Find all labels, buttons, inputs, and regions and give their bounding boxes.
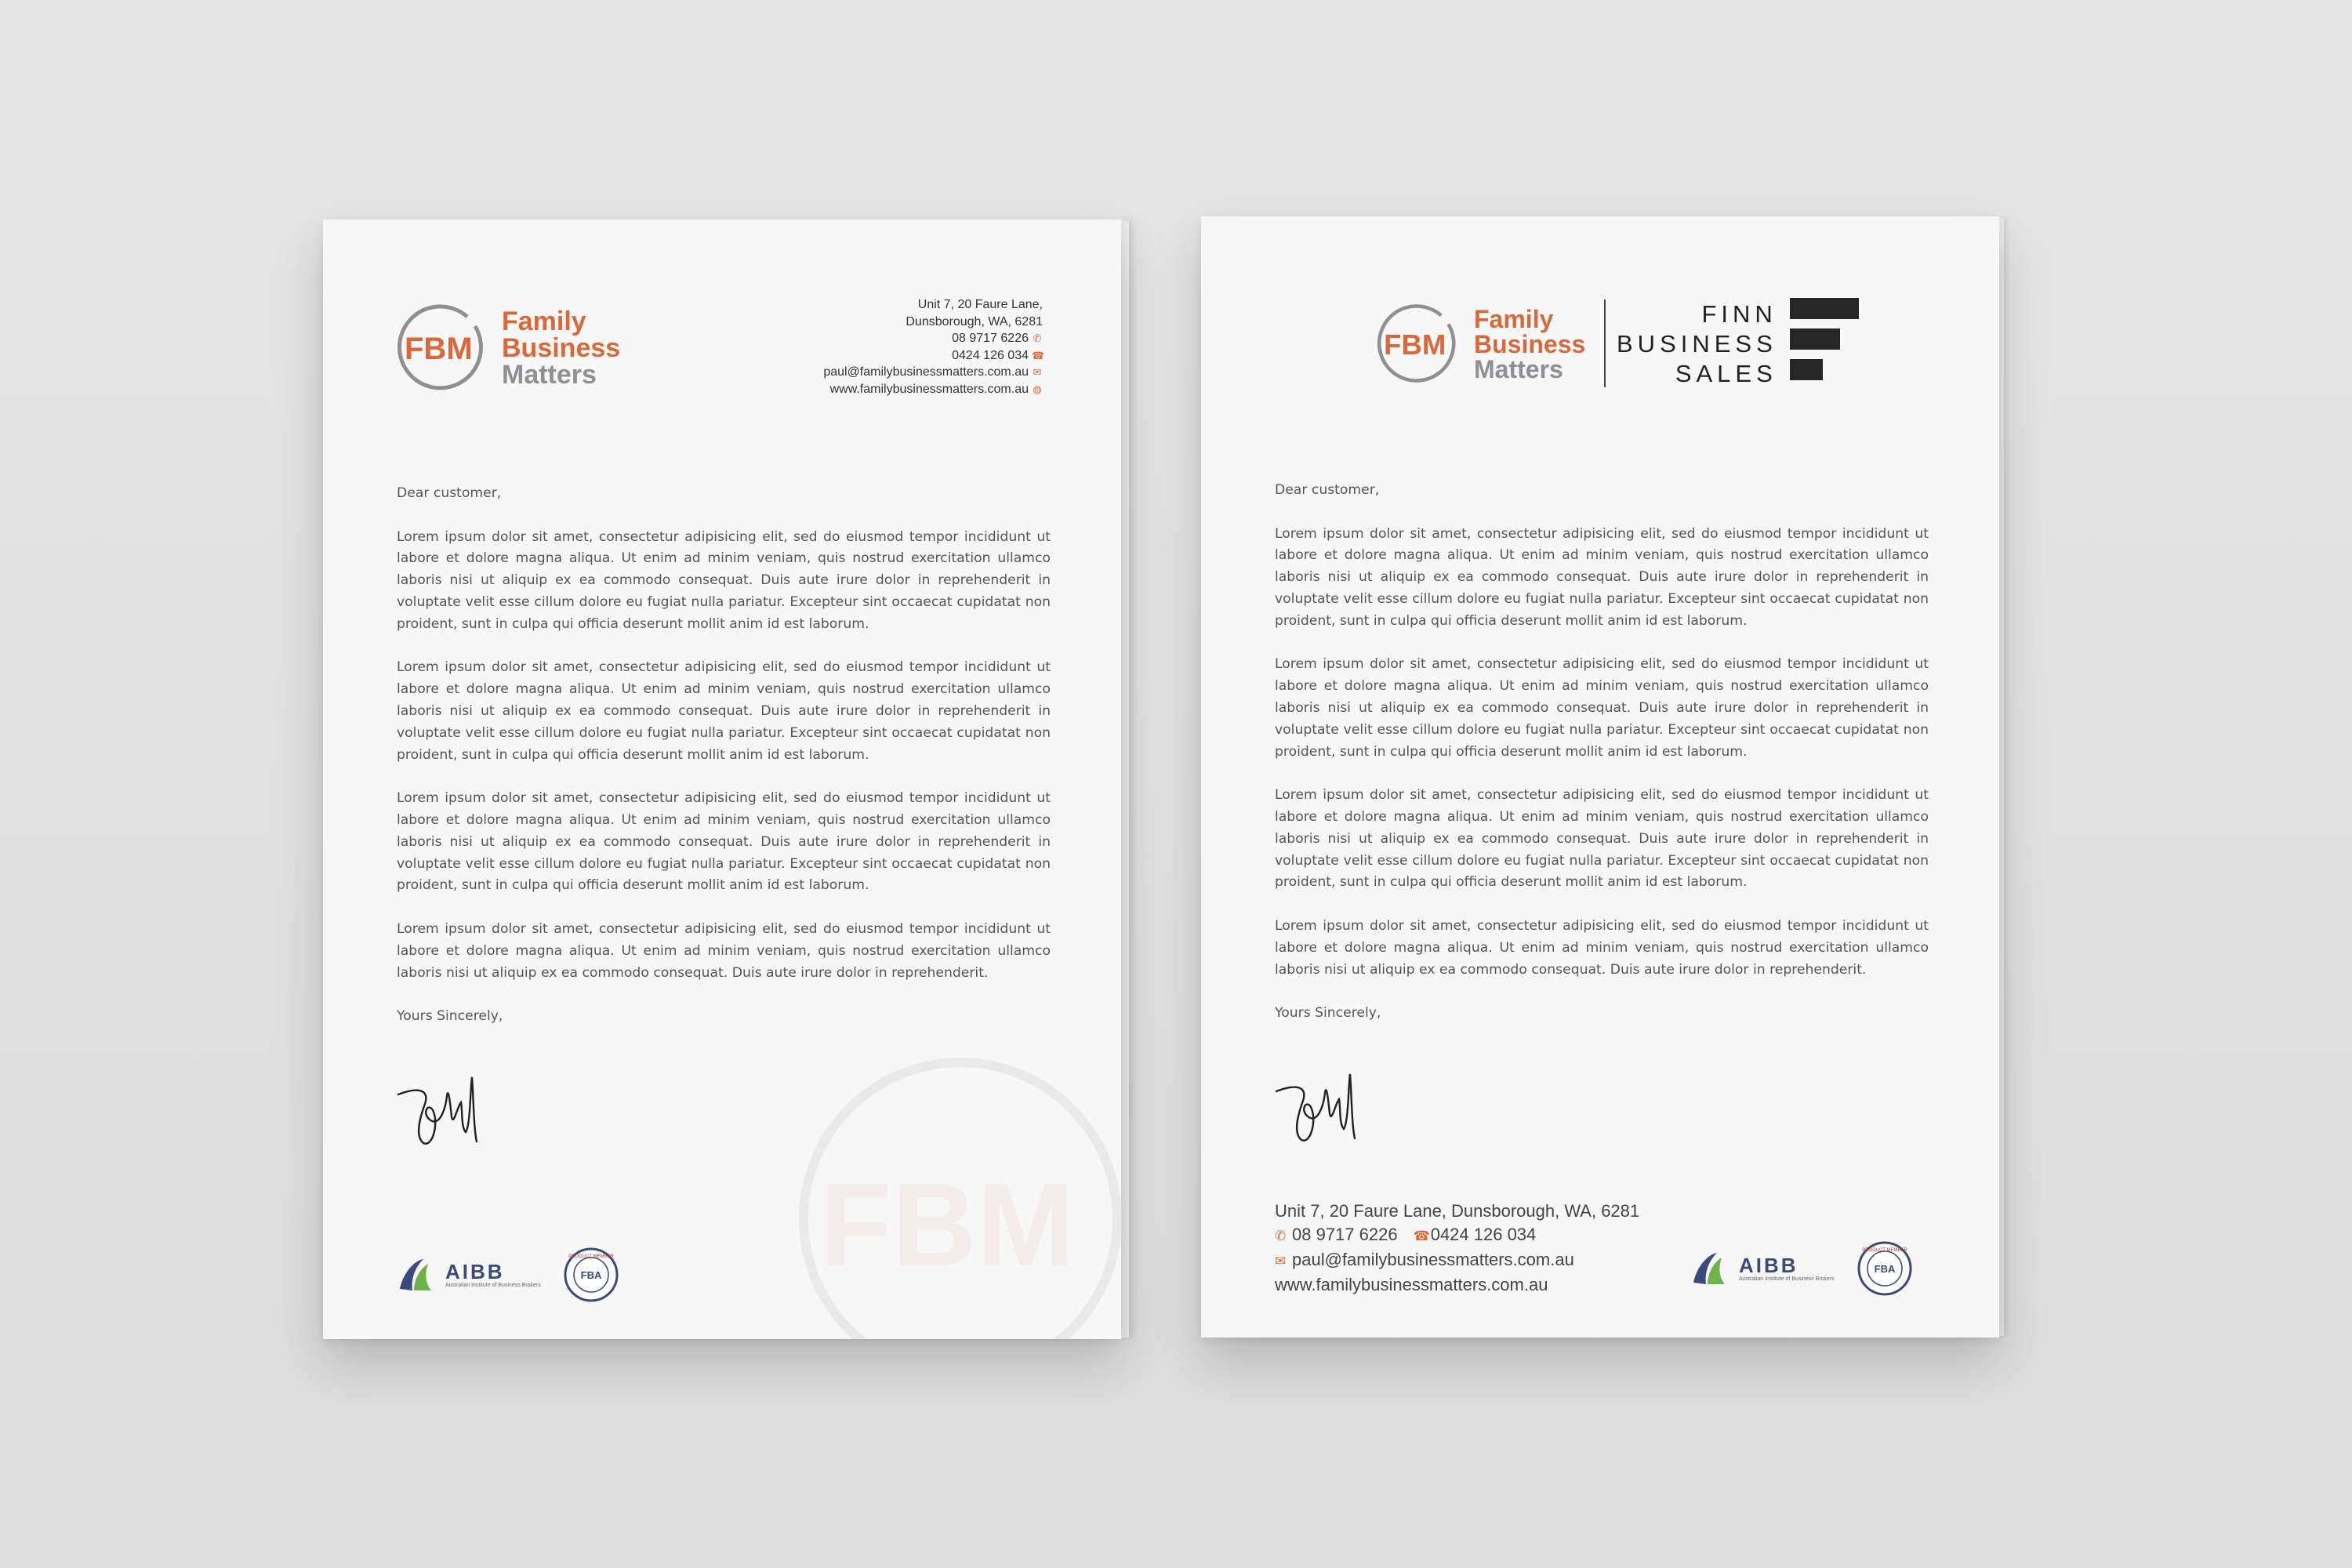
email-icon: ✉ [1275,1254,1287,1269]
logo-word-business: Business [502,333,621,363]
web-row [823,381,1043,398]
logo-word-family: Family [502,307,586,336]
header-contact [823,296,1043,397]
signature-icon [1273,1052,1383,1154]
phone-icon: ✆ [1033,332,1042,344]
aibb-logo [397,1256,541,1294]
phone-text: 08 9717 6226 [952,332,1029,345]
fba-badge-icon [1857,1240,1913,1297]
phone-row [823,330,1043,347]
paragraph-4: Lorem ipsum dolor sit amet, consectetur adipisicing elit, sed do eiusmod tempor incididunt ut labore et dolore magna aliqua. Ut enim ad minim veniam, quis nostrud exercitation ullamco laboris nisi ut aliquip ex ea commodo consequat. Duis aute irure dolor in reprehenderit. [397,920,1051,981]
paragraph-3: Lorem ipsum dolor sit amet, consectetur adipisicing elit, sed do eiusmod tempor incididunt ut labore et dolore magna aliqua. Ut enim ad minim veniam, quis nostrud exercitation ullamco laboris nisi ut aliquip ex ea commodo consequat. Duis aute irure dolor in reprehenderit in voluptate velit esse cillum dolore eu fugiat nulla pariatur. Excepteur sint occaecat cupidatat non proident, sunt in culpa qui officia deserunt mollit anim id est laborum. [397,790,1051,894]
globe-icon: ◍ [1033,383,1042,395]
fbm-logo [397,303,620,394]
logo-word-matters: Matters [1474,355,1563,383]
logo-word-matters: Matters [502,360,597,390]
aibb-wordmark: AIBB [1739,1253,1798,1277]
footer-web: www.familybusinessmatters.com.au [1275,1275,1548,1294]
fbm-mark-icon [1377,303,1460,386]
mobile-row [823,347,1043,365]
closing: Yours Sincerely, [1275,1005,1381,1022]
logo-word-family: Family [1474,305,1554,333]
address-line-2: Dunsborough, WA, 6281 [906,314,1043,328]
fbm-mark-icon [397,303,488,394]
logo-word-business: Business [1474,330,1586,358]
paragraph-1: Lorem ipsum dolor sit amet, consectetur adipisicing elit, sed do eiusmod tempor incididunt ut labore et dolore magna aliqua. Ut enim ad minim veniam, quis nostrud exercitation ullamco laboris nisi ut aliquip ex ea commodo consequat. Duis aute irure dolor in reprehenderit in voluptate velit esse cillum dolore eu fugiat nulla pariatur. Excepteur sint occaecat cupidatat non proident, sunt in culpa qui officia deserunt mollit anim id est laborum. [1275,525,1929,629]
finn-word-sales: SALES [1675,359,1777,387]
letterhead-right [1201,216,1999,1338]
badge-letters: FBA [580,1269,602,1281]
logo-divider [1604,299,1606,387]
aibb-fullname: Australian Institute of Business Brokers [445,1282,541,1288]
paragraph-4: Lorem ipsum dolor sit amet, consectetur adipisicing elit, sed do eiusmod tempor incididunt ut labore et dolore magna aliqua. Ut enim ad minim veniam, quis nostrud exercitation ullamco laboris nisi ut aliquip ex ea commodo consequat. Duis aute irure dolor in reprehenderit. [1275,917,1929,978]
paragraph-2: Lorem ipsum dolor sit amet, consectetur adipisicing elit, sed do eiusmod tempor incididunt ut labore et dolore magna aliqua. Ut enim ad minim veniam, quis nostrud exercitation ullamco laboris nisi ut aliquip ex ea commodo consequat. Duis aute irure dolor in reprehenderit in voluptate velit esse cillum dolore eu fugiat nulla pariatur. Excepteur sint occaecat cupidatat non proident, sunt in culpa qui officia deserunt mollit anim id est laborum. [397,659,1051,763]
email-text: paul@familybusinessmatters.com.au [1292,1250,1574,1269]
fbm-logo [1377,303,1585,386]
fbm-watermark [792,1051,1121,1339]
address-line-1: Unit 7, 20 Faure Lane, [917,298,1043,311]
finn-word-finn: FINN [1701,299,1777,328]
aibb-mark-icon [397,1256,437,1294]
letter-body [1275,480,1929,1047]
paragraph-1: Lorem ipsum dolor sit amet, consectetur adipisicing elit, sed do eiusmod tempor incididunt ut labore et dolore magna aliqua. Ut enim ad minim veniam, quis nostrud exercitation ullamco laboris nisi ut aliquip ex ea commodo consequat. Duis aute irure dolor in reprehenderit in voluptate velit esse cillum dolore eu fugiat nulla pariatur. Excepteur sint occaecat cupidatat non proident, sunt in culpa qui officia deserunt mollit anim id est laborum. [397,528,1051,632]
greeting: Dear customer, [397,485,502,501]
footer-phone-row [1275,1223,1639,1248]
letter-body [397,483,1051,1050]
letterhead-left [323,220,1121,1339]
phone-icon: ✆ [1275,1229,1287,1243]
footer-email-row [1275,1248,1639,1273]
greeting: Dear customer, [1275,482,1380,498]
aibb-mark-icon [1690,1250,1731,1287]
aibb-wordmark: AIBB [445,1259,505,1283]
paper-stack-edge [1121,221,1129,1338]
mobile-text: 0424 126 034 [1430,1225,1537,1244]
watermark-mark-icon [792,1051,1121,1339]
aibb-fullname: Australian Institute of Business Brokers [1739,1276,1835,1282]
finn-word-business: BUSINESS [1617,329,1777,358]
mobile-icon: ☎ [1032,349,1045,361]
fba-badge-icon [563,1247,619,1303]
fbm-mark-letters: FBM [405,332,473,366]
aibb-logo [1690,1250,1835,1287]
signature-icon [395,1055,505,1157]
paragraph-3: Lorem ipsum dolor sit amet, consectetur adipisicing elit, sed do eiusmod tempor incididunt ut labore et dolore magna aliqua. Ut enim ad minim veniam, quis nostrud exercitation ullamco laboris nisi ut aliquip ex ea commodo consequat. Duis aute irure dolor in reprehenderit in voluptate velit esse cillum dolore eu fugiat nulla pariatur. Excepteur sint occaecat cupidatat non proident, sunt in culpa qui officia deserunt mollit anim id est laborum. [1275,787,1929,891]
email-icon: ✉ [1033,366,1042,378]
watermark-letters: FBM [820,1159,1075,1290]
badge-letters: FBA [1874,1263,1896,1275]
mobile-text: 0424 126 034 [952,348,1029,362]
badge-ring-text: PRODUCT MEMBER [568,1254,614,1259]
paragraph-2: Lorem ipsum dolor sit amet, consectetur adipisicing elit, sed do eiusmod tempor incididunt ut labore et dolore magna aliqua. Ut enim ad minim veniam, quis nostrud exercitation ullamco laboris nisi ut aliquip ex ea commodo consequat. Duis aute irure dolor in reprehenderit in voluptate velit esse cillum dolore eu fugiat nulla pariatur. Excepteur sint occaecat cupidatat non proident, sunt in culpa qui officia deserunt mollit anim id est laborum. [1275,656,1929,760]
phone-text: 08 9717 6226 [1292,1225,1398,1244]
email-text: paul@familybusinessmatters.com.au [823,365,1029,379]
closing: Yours Sincerely, [397,1008,503,1025]
finn-bars-icon [1790,298,1859,390]
email-row [823,364,1043,381]
mobile-icon: ☎ [1413,1229,1430,1243]
badge-ring-text: PRODUCT MEMBER [1862,1248,1907,1253]
paper-stack-edge [1999,218,2004,1336]
association-logos [1690,1240,1913,1297]
association-logos [397,1247,619,1303]
finn-logo [1617,298,1859,390]
footer-contact [1275,1200,1639,1297]
web-text: www.familybusinessmatters.com.au [829,382,1029,396]
footer-address: Unit 7, 20 Faure Lane, Dunsborough, WA, 6281 [1275,1201,1640,1221]
fbm-mark-letters: FBM [1384,328,1446,361]
